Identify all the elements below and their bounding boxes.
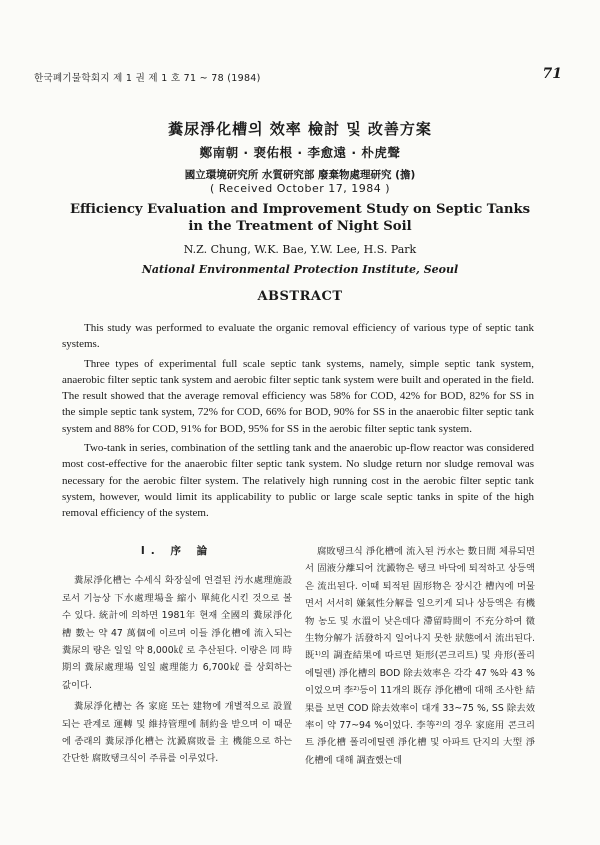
abstract-paragraph: Two-tank in series, combination of the settling tank and the anaerobic up-flow reactor was considered most cost-effective for the anaerobic filter septic tank system. No sludge return nor sludge removal was necessary for the aerobic filter system. The relatively high running cost in the aerobic filter septic tank system, however, would limit its applicability to public or large scale septic tanks in spite of the high removal efficiency of the system. [62,442,534,520]
korean-title: 糞尿淨化槽의 效率 檢討 및 改善方案 [168,120,432,138]
left-column [62,543,292,768]
english-title [0,201,600,235]
body-paragraph: 糞尿淨化槽는 수세식 화장실에 연결된 汚水處理施設로서 기능상 下水處理場을 縮小 單純化시킨 것으로 볼 수 있다. 統計에 의하면 1981年 현재 全國의 糞尿淨化槽 數는 약 47 萬個에 이르며 이들 淨化槽에 流入되는 糞尿의 량은 일일 약 8,000㎘ 로 추산된다. 이량은 同 時期의 糞尿處理場 일일 處理能力 6,700㎘ 를 상회하는 값이다. [62,575,292,691]
abstract-paragraph: Three types of experimental full scale septic tank systems, namely, simple septic tank system, anaerobic filter septic tank system and aerobic filter septic tank system were built and operated in the field. The result showed that the average removal efficiency was 58% for COD, 42% for BOD, 82% for SS in the simple septic tank system, 72% for COD, 66% for BOD, 90% for SS in the anaerobic filter septic tank system and 88% for COD, 91% for BOD, 95% for SS in the aerobic filter septic tank system. [62,357,534,435]
english-title-line2: in the Treatment of Night Soil [188,219,412,234]
abstract-body [62,320,534,525]
abstract-paragraph: This study was performed to evaluate the organic removal efficiency of various type of septic tank systems. [62,322,534,351]
page-number: 71 [542,66,562,82]
english-affiliation: National Environmental Protection Institute, Seoul [141,263,459,276]
running-head: 한국폐기물학회지 제 1 권 제 1 호 71 ~ 78 (1984) [34,73,261,84]
body-paragraph: 腐敗탱크식 淨化槽에 流入된 汚水는 數日間 체류되면서 固液分離되어 沈澱物은 탱크 바닥에 퇴적하고 상등액은 流出된다. 이때 퇴적된 固形物은 장시간 槽內에 머물면서 서서히 嫌氣性分解를 일으키게 되나 상등액은 有機物 농도 및 水溫이 낮은데다 滯留時間이 不充分하여 微生物分解가 活發하지 일어나지 못한 狀態에서 流出된다. 既¹⁾의 調査結果에 따르면 矩形(콘크리트) 및 舟形(폴리에틸렌) 淨化槽의 BOD 除去效率은 각각 47 %와 43 %이었으며 李²⁾등이 11개의 既存 淨化槽에 대해 조사한 結果를 보면 COD 除去效率이 대개 33~75 %, SS 除去效率이 약 77~94 %이었다. 李等²⁾의 경우 家庭用 콘크리트 淨化槽 폴리에틸렌 淨化槽 및 아파트 단지의 大型 淨化槽에 대해 調査했는데 [305,546,535,766]
section-heading: I. 序 論 [140,545,214,557]
right-column [305,543,535,769]
korean-affiliation: 國立環境研究所 水質研究部 廢棄物處理研究 (擔) [184,169,416,181]
english-title-line1: Efficiency Evaluation and Improvement Study on Septic Tanks [69,202,531,217]
body-paragraph: 糞尿淨化槽는 各 家庭 또는 建物에 개별적으로 設置되는 관계로 運轉 및 維持管理에 制約을 받으며 이 때문에 종래의 糞尿淨化槽는 沈澱腐敗를 主 機能으로 하는 간단한 腐敗탱크식이 주류를 이루었다. [62,701,292,765]
korean-authors: 鄭南朝 · 裵佑根 · 李愈遠 · 朴虎聲 [199,145,401,160]
english-authors: N.Z. Chung, W.K. Bae, Y.W. Lee, H.S. Park [183,243,417,256]
abstract-heading: ABSTRACT [257,289,343,304]
received-date: ( Received October 17, 1984 ) [209,182,391,195]
